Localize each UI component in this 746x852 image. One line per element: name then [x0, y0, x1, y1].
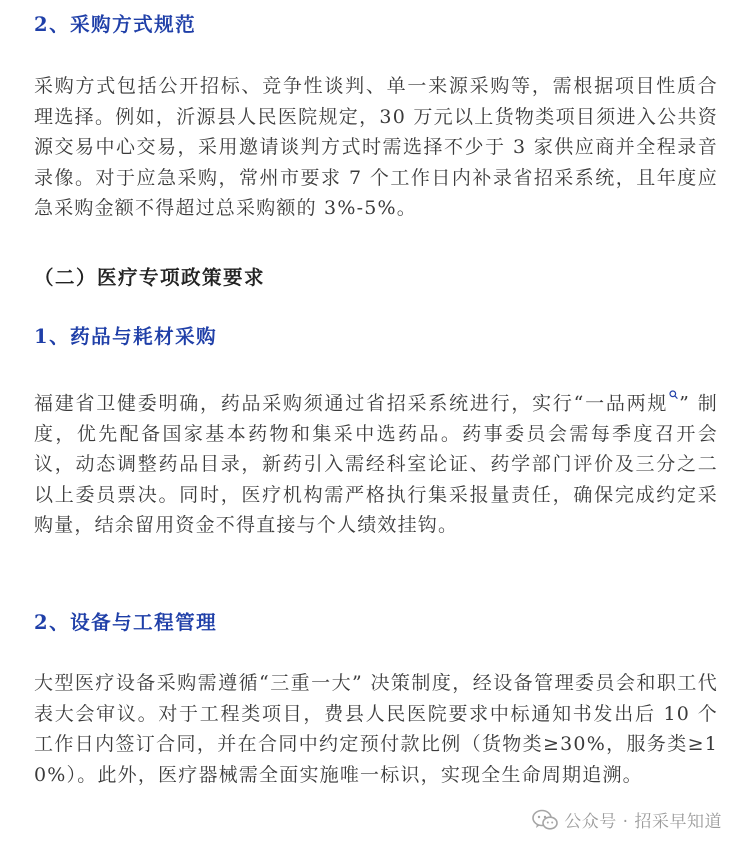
paragraph-equipment: 大型医疗设备采购需遵循“三重一大” 决策制度，经设备管理委员会和职工代表大会审议。对于工程类项目，费县人民医院要求中标通知书发出后 10 个工作日内签订合同，并在合同中约定预付款比例（货物类≥30%，服务类≥10%）。此外，医疗器械需全面实施唯一标识，实现全生命周期追溯。	[34, 672, 718, 786]
heading-procurement-methods: 2、采购方式规范	[34, 13, 197, 36]
heading-drugs-consumables: 1、药品与耗材采购	[34, 325, 218, 348]
heading-medical-policy: （二）医疗专项政策要求	[34, 266, 266, 289]
wechat-icon	[532, 809, 558, 831]
heading-equipment: 2、设备与工程管理	[34, 611, 218, 634]
watermark-text: 公众号 · 招采早知道	[564, 812, 722, 832]
paragraph-drugs-text-2: ” 制度，优先配备国家基本药物和集采中选药品。药事委员会需每季度召开会议，动态调整药品目录，新药引入需经科室论证、药学部门评价及三分之二以上委员票决。同时，医疗机构需严格执行集采报量责任，确保完成约定采购量，结余留用资金不得直接与个人绩效挂钩。	[34, 392, 719, 537]
watermark	[532, 807, 722, 832]
paragraph-drugs-text-1: 福建省卫健委明确，药品采购须通过省招采系统进行，实行“一品两规	[34, 392, 669, 415]
paragraph-procurement-methods: 采购方式包括公开招标、竞争性谈判、单一来源采购等，需根据项目性质合理选择。例如，沂源县人民医院规定，30 万元以上货物类项目须进入公共资源交易中心交易，采用邀请谈判方式时需选择不少于 3 家供应商并全程录音录像。对于应急采购，常州市要求 7 个工作日内补录省招采系统，且年度应急采购金额不得超过总采购额的 3%-5%。	[34, 75, 718, 219]
paragraph-drugs-consumables	[34, 381, 718, 541]
search-icon[interactable]	[669, 379, 678, 389]
